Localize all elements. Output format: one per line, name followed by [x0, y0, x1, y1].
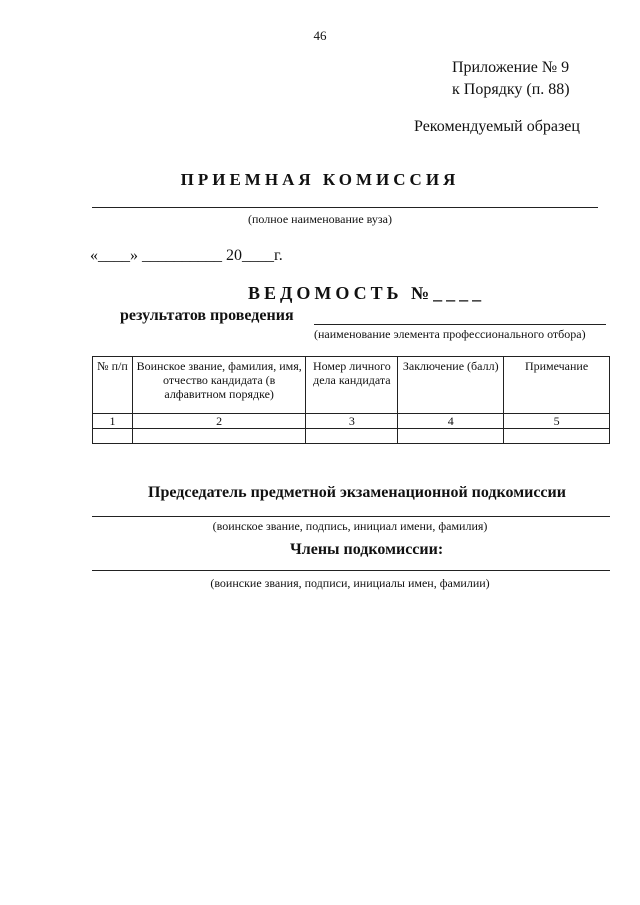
- appendix-reference: [452, 57, 570, 101]
- chairman-caption: (воинское звание, подпись, инициал имени, фамилия): [212, 519, 488, 533]
- chairman-title: Председатель предметной экзаменационной подкомиссии: [148, 484, 566, 501]
- members-caption: (воинские звания, подписи, инициалы имен, фамилии): [210, 576, 490, 590]
- commission-title: ПРИЕМНАЯ КОМИССИЯ: [180, 170, 460, 189]
- university-name-line: [92, 207, 598, 208]
- chairman-signature-line: [92, 516, 610, 517]
- table-cell: [132, 429, 306, 444]
- statement-subtitle: результатов проведения: [120, 307, 294, 324]
- table-header-row: [93, 357, 610, 414]
- table-cell: [398, 429, 504, 444]
- appendix-line-2: к Порядку (п. 88): [452, 81, 570, 98]
- column-number-4: 4: [398, 414, 504, 429]
- recommended-sample-label: Рекомендуемый образец: [414, 118, 580, 135]
- header-candidate: Воинское звание, фамилия, имя, отчество кандидата (в алфавитном порядке): [132, 357, 306, 414]
- column-number-5: 5: [504, 414, 610, 429]
- members-title: Члены подкомиссии:: [290, 541, 444, 558]
- header-file-number: Номер личного дела кандидата: [306, 357, 398, 414]
- members-signature-line: [92, 570, 610, 571]
- selection-element-caption: (наименование элемента профессионального отбора): [314, 327, 586, 341]
- header-number: № п/п: [93, 357, 133, 414]
- table-cell: [306, 429, 398, 444]
- header-conclusion: Заключение (балл): [398, 357, 504, 414]
- column-number-1: 1: [93, 414, 133, 429]
- page-number: 46: [313, 28, 327, 43]
- column-number-row: [93, 414, 610, 429]
- table-cell: [504, 429, 610, 444]
- results-table: [92, 356, 610, 444]
- table-row: [93, 429, 610, 444]
- column-number-3: 3: [306, 414, 398, 429]
- header-note: Примечание: [504, 357, 610, 414]
- column-number-2: 2: [132, 414, 306, 429]
- selection-element-line: [314, 324, 606, 325]
- date-line: «____» __________ 20____г.: [90, 247, 283, 264]
- appendix-line-1: Приложение № 9: [452, 59, 570, 76]
- university-caption: (полное наименование вуза): [248, 212, 392, 226]
- statement-title: ВЕДОМОСТЬ №____: [248, 283, 486, 303]
- table-cell: [93, 429, 133, 444]
